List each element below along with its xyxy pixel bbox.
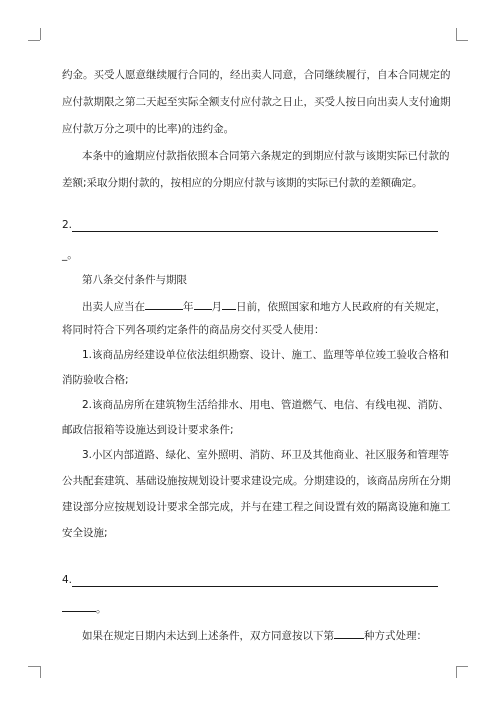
paragraph-line: 将同时符合下列各项约定条件的商品房交付买受人使用： — [62, 324, 325, 336]
text-segment: 月 — [211, 301, 222, 313]
fill-in-blank — [62, 600, 96, 612]
condition-line: 安全设施; — [62, 527, 108, 539]
month-blank — [194, 298, 212, 310]
condition-line: 1.该商品房经建设单位依法组织勘察、设计、施工、监理等单位竣工验收合格和 — [82, 349, 450, 361]
item-number: 4. — [62, 574, 73, 586]
paragraph-line: 本条中的逾期应付款指依照本合同第六条规定的到期应付款与该期实际已付款的 — [82, 150, 450, 162]
condition-line: 2.该商品房所在建筑物生活给排水、用电、管道燃气、电信、有线电视、消防、 — [82, 399, 450, 411]
text-segment: 日前，依照国家和地方人民政府的有关规定， — [236, 301, 446, 313]
paragraph-line: 应付款万分之项中的比率)的违约金。 — [62, 123, 235, 135]
condition-line: 建设部分应按规划设计要求全部完成，并与在建工程之间设置有效的隔离设施和施工 — [62, 501, 451, 513]
text-segment: 出卖人应当在 — [82, 301, 145, 313]
paragraph-line — [82, 298, 462, 314]
paragraph-line: 约金。买受人愿意继续履行合同的，经出卖人同意，合同继续履行，自本合同规定的 — [62, 69, 451, 81]
day-blank — [222, 298, 236, 310]
condition-line: 消防验收合格; — [62, 374, 129, 386]
paragraph-line: 应付款期限之第二天起至实际全额支付应付款之日止，买受人按日向出卖人支付逾期 — [62, 96, 451, 108]
option-blank — [334, 627, 364, 639]
condition-line: 邮政信报箱等设施达到设计要求条件; — [62, 424, 234, 436]
paragraph-line: 差额;采取分期付款的，按相应的分期应付款与该期的实际已付款的差额确定。 — [62, 177, 423, 189]
fill-in-rule — [72, 586, 438, 587]
text-segment: 如果在规定日期内未达到上述条件，双方同意按以下第 — [82, 630, 334, 642]
item-tail — [62, 600, 442, 616]
text-segment: 。 — [96, 603, 107, 615]
fill-in-rule — [72, 231, 438, 232]
year-blank — [145, 298, 183, 310]
item-number: 2. — [62, 219, 73, 231]
article-title: 第八条交付条件与期限 — [82, 274, 187, 286]
item-tail: _。 — [62, 249, 78, 261]
condition-line: 公共配套建筑、基础设施按规划设计要求建设完成。分期建设的，该商品房所在分期 — [62, 475, 451, 487]
text-segment: 年 — [183, 301, 194, 313]
condition-line: 3.小区内部道路、绿化、室外照明、消防、环卫及其他商业、社区服务和管理等 — [82, 449, 450, 461]
paragraph-line — [82, 627, 462, 643]
text-segment: 种方式处理： — [364, 630, 427, 642]
